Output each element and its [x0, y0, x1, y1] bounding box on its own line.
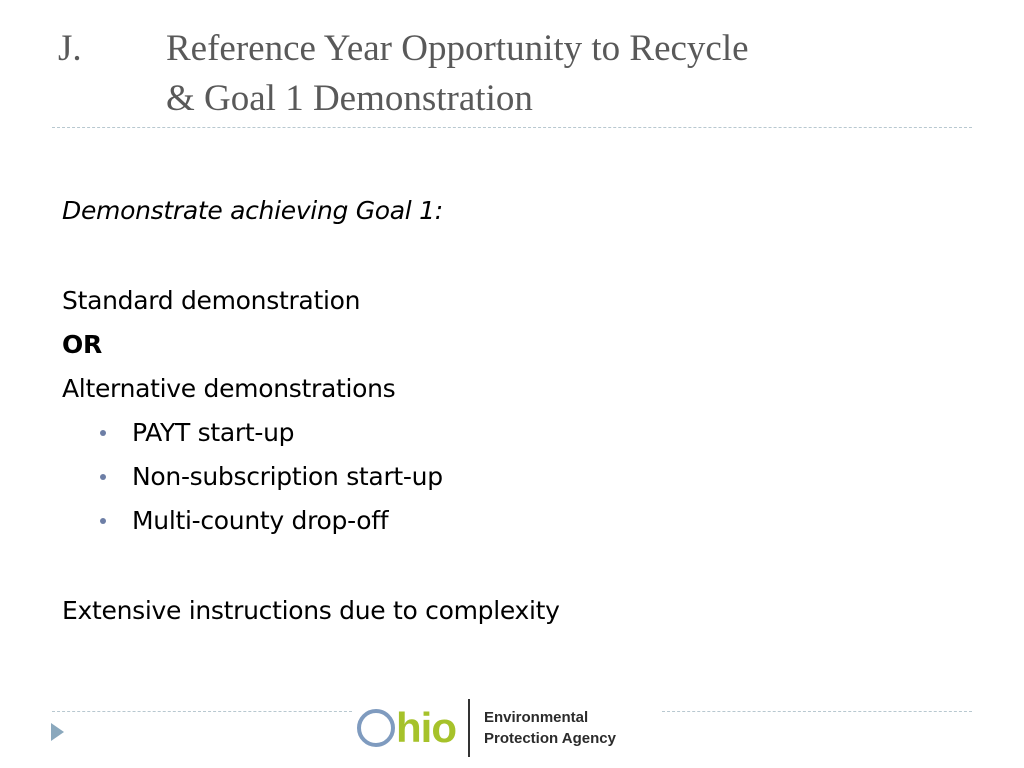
title-divider	[52, 127, 972, 128]
title-line-2	[58, 74, 998, 124]
title-text-line-1: Reference Year Opportunity to Recycle	[166, 28, 749, 69]
ohio-o-circle-icon	[357, 709, 395, 747]
list-item-text: Non-subscription start-up	[132, 462, 443, 491]
spacer	[62, 231, 962, 279]
bullet-icon	[100, 518, 106, 524]
bullet-icon	[100, 474, 106, 480]
title-indent	[58, 74, 166, 124]
agency-line-2: Protection Agency	[483, 730, 616, 747]
slide-title	[58, 24, 998, 124]
agency-name	[484, 707, 616, 749]
footer-divider-right	[662, 711, 972, 712]
logo-divider	[468, 699, 470, 757]
list-item	[100, 455, 962, 499]
list-item-text: PAYT start-up	[132, 418, 295, 447]
next-slide-arrow-icon[interactable]	[51, 723, 64, 741]
list-item	[100, 411, 962, 455]
list-item	[100, 499, 962, 543]
ohio-epa-logo	[357, 697, 616, 759]
title-line-1	[58, 24, 998, 74]
title-text-line-2: & Goal 1 Demonstration	[166, 78, 533, 119]
list-item-text: Multi-county drop-off	[132, 506, 389, 535]
ohio-wordmark	[357, 704, 456, 751]
closing-note: Extensive instructions due to complexity	[62, 596, 560, 625]
alternative-list	[62, 411, 962, 543]
standard-demonstration: Standard demonstration	[62, 286, 361, 315]
bullet-icon	[100, 430, 106, 436]
alternative-demonstrations: Alternative demonstrations	[62, 374, 396, 403]
slide-body	[62, 191, 962, 633]
subheading: Demonstrate achieving Goal 1:	[62, 196, 443, 225]
spacer	[62, 543, 962, 589]
footer-divider-left	[52, 711, 352, 712]
ohio-wordmark-text: hio	[396, 704, 456, 751]
or-label: OR	[62, 330, 102, 359]
agency-line-1: Environmental	[483, 709, 589, 726]
title-number: J.	[58, 28, 82, 69]
